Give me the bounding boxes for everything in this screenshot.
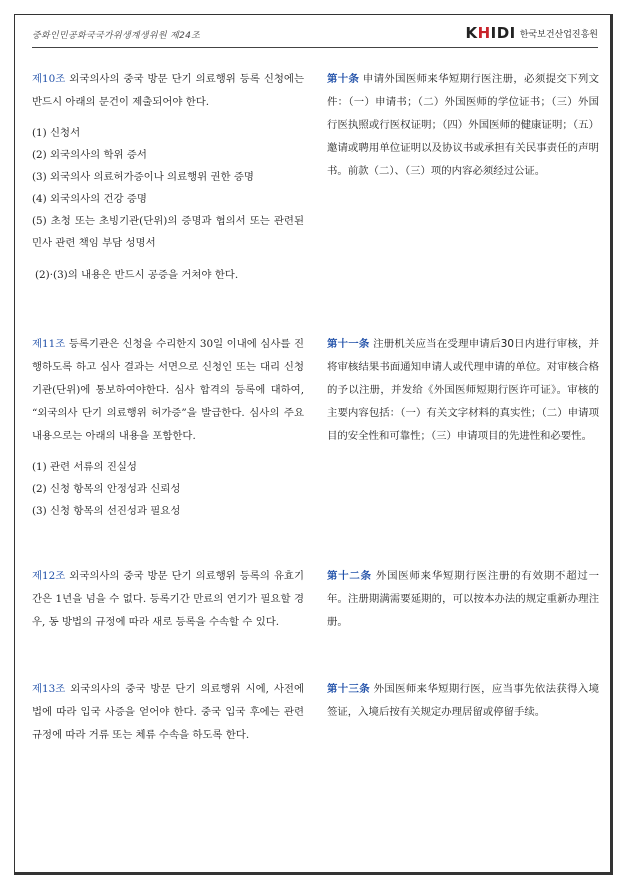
list-item: (2) 신청 항목의 안정성과 신뢰성 — [32, 483, 181, 495]
logo-org-name: 한국보건산업진흥원 — [519, 29, 598, 40]
article-text: 외국의사의 중국 방문 단기 의료행위 시에, 사전에 법에 따라 입국 사증을 얻어야 한다. 중국 입국 후에는 관련 규정에 따라 거류 또는 체류 수속을 하도록 한다. — [32, 683, 304, 741]
article-label: 제12조 — [32, 570, 66, 582]
article-13-chinese — [327, 678, 599, 724]
header-title: 중화인민공화국국가위생계생위원 제24조 — [32, 31, 201, 41]
khidi-logo — [465, 24, 598, 42]
article-label: 제11조 — [32, 338, 66, 350]
article-text: 申请外国医师来华短期行医注册，必须提交下列文件：（一）申请书；（二）外国医师的学位证书；（三）外国行医执照或行医权证明；（四）外国医师的健康证明；（五）邀请或聘用单位证明以及协议书或承担有关民事责任的声明书。前款（二）、（三）项的内容必须经过公证。 — [327, 73, 599, 177]
article-text: 外国医师来华短期行医，应当事先依法获得入境签证，入境后按有关规定办理居留或停留手续。 — [327, 683, 599, 718]
article-label: 第十一条 — [327, 338, 370, 350]
article-label: 第十三条 — [327, 683, 370, 695]
item-list — [32, 122, 304, 254]
list-item: (1) 관련 서류의 진실성 — [32, 461, 137, 473]
list-item: (3) 외국의사 의료허가증이나 의료행위 권한 증명 — [32, 171, 254, 183]
header-rule — [32, 47, 598, 48]
article-10-korean — [32, 68, 304, 287]
article-12-korean — [32, 565, 304, 634]
page-header — [32, 24, 598, 46]
article-text: 外国医师来华短期行医注册的有效期不超过一年。注册期满需要延期的，可以按本办法的规定重新办理注册。 — [327, 570, 599, 628]
list-item: (3) 신청 항목의 선진성과 필요성 — [32, 505, 181, 517]
list-item: (2) 외국의사의 학위 증서 — [32, 149, 147, 161]
article-10-chinese — [327, 68, 599, 183]
article-label: 제10조 — [32, 73, 66, 85]
list-item: (1) 신청서 — [32, 127, 81, 139]
list-item: (4) 외국의사의 건강 증명 — [32, 193, 147, 205]
article-label: 第十条 — [327, 73, 360, 85]
article-11-korean — [32, 333, 304, 522]
article-11-chinese — [327, 333, 599, 448]
article-label: 제13조 — [32, 683, 66, 695]
article-12-chinese — [327, 565, 599, 634]
article-text: 외국의사의 중국 방문 단기 의료행위 등록의 유효기간은 1년을 넘을 수 없다. 등록기간 만료의 연기가 필요할 경우, 동 방법의 규정에 따라 새로 등록을 수속할 수 있다. — [32, 570, 304, 628]
article-13-korean — [32, 678, 304, 747]
article-text: 注册机关应当在受理申请后30日内进行审核，并将审核结果书面通知申请人或代理申请的单位。对审核合格的予以注册，并发给《外国医师短期行医许可证》。审核的主要内容包括：（一）有关文字材料的真实性；（二）申请项目的安全性和可靠性；（三）申请项目的先进性和必要性。 — [327, 338, 600, 442]
article-note: (2)·(3)의 내용은 반드시 공증을 거쳐야 한다. — [35, 269, 239, 281]
article-text: 등록기관은 신청을 수리한지 30일 이내에 심사를 진행하도록 하고 심사 결과는 서면으로 신청인 또는 대리 신청기관(단위)에 통보하여야한다. 심사 합격의 등록에 대하여, “외국의사 단기 의료행위 허가증”을 발급한다. 심사의 주요 내용으로는 아래의 내용을 포함한다. — [32, 338, 304, 442]
item-list — [32, 456, 304, 522]
article-label: 第十二条 — [327, 570, 372, 582]
article-text: 외국의사의 중국 방문 단기 의료행위 등록 신청에는 반드시 아래의 문건이 제출되어야 한다. — [32, 73, 304, 108]
logo-mark: KHIDI — [465, 24, 516, 42]
list-item: (5) 초청 또는 초빙기관(단위)의 증명과 협의서 또는 관련된 민사 관련 책임 부담 성명서 — [32, 215, 304, 249]
